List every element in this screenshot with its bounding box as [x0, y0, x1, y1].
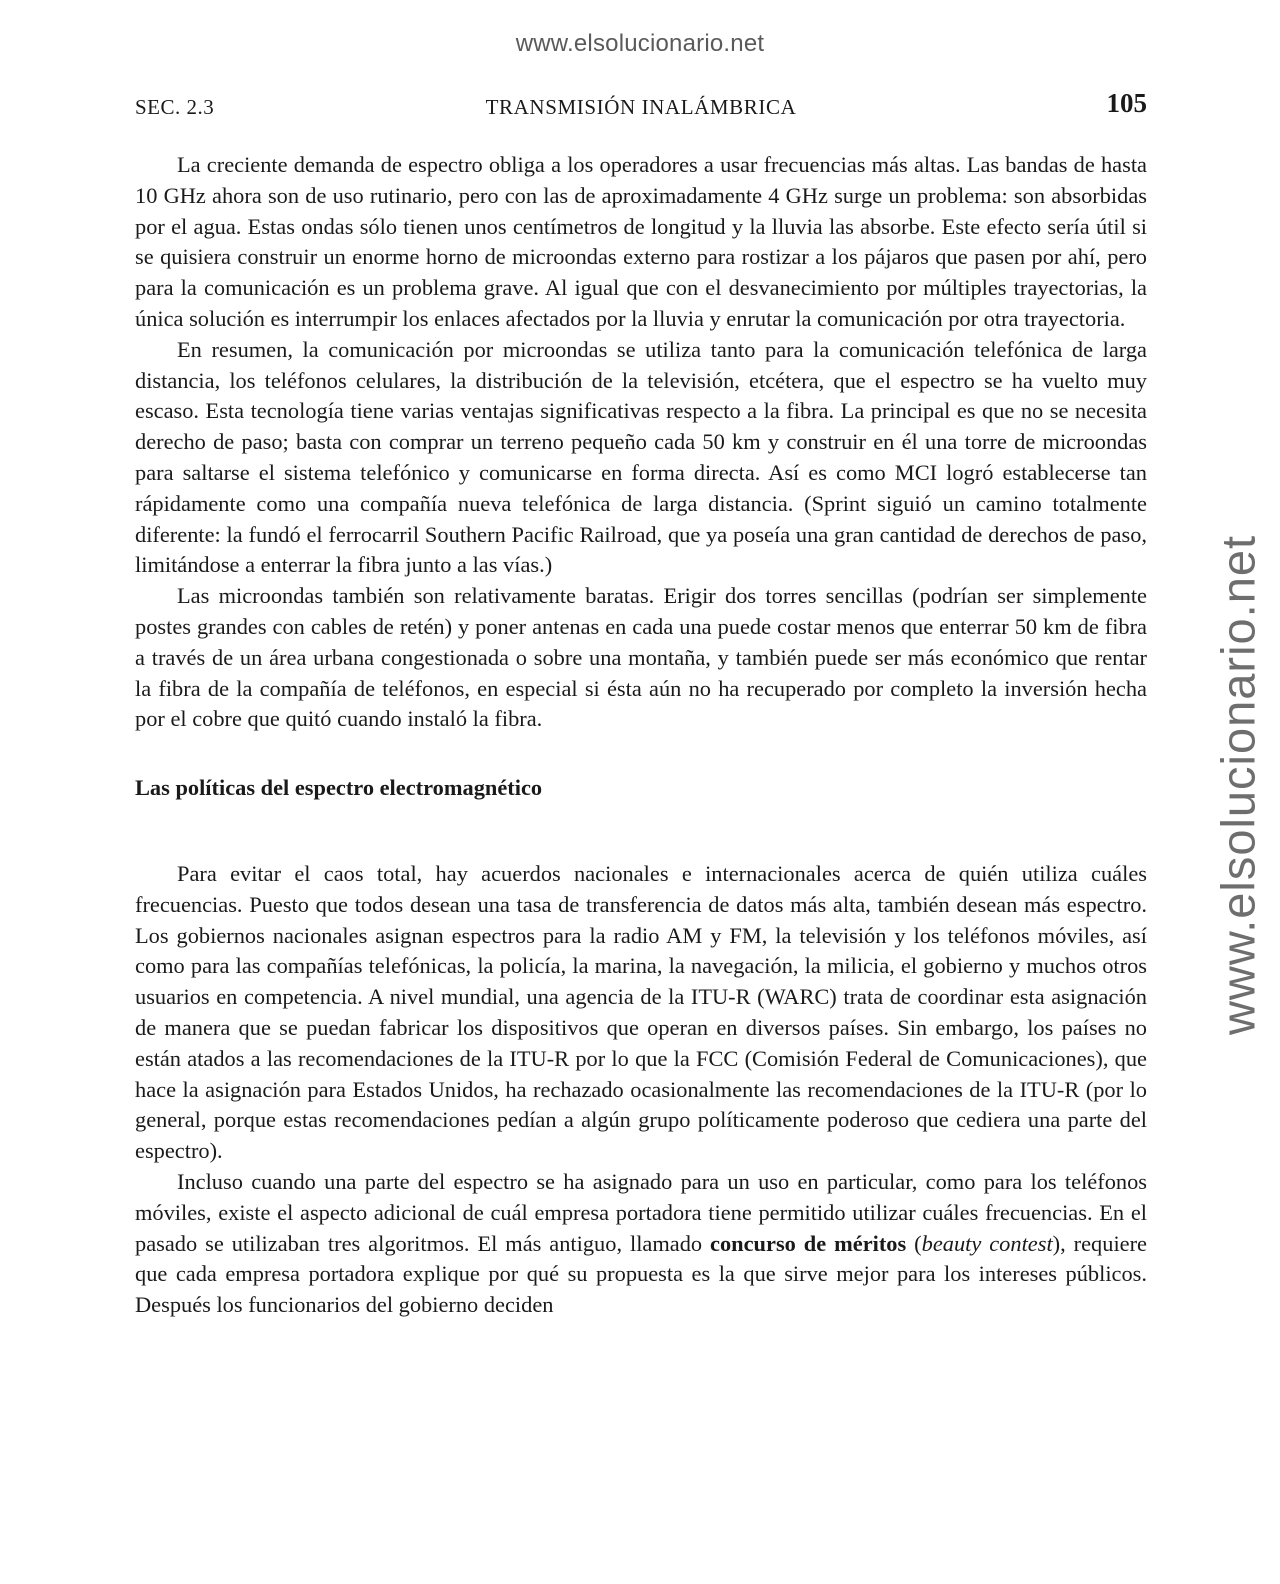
paragraph-microwave-summary: En resumen, la comunicación por microondas se utiliza tanto para la comunicación telefónica de larga distancia, los teléfonos celulares, la distribución de la televisión, etcétera, que el espectro se ha vuelto muy escaso. Esta tecnología tiene varias ventajas significativas respecto a la fibra. La principal es que no se necesita derecho de paso; basta con comprar un terreno pequeño cada 50 km y construir en él una torre de microondas para saltarse el sistema telefónico y comunicarse en forma directa. Así es como MCI logró establecerse tan rápidamente como una compañía nueva telefónica de larga distancia. (Sprint siguió un camino totalmente diferente: la fundó el ferrocarril Southern Pacific Railroad, que ya poseía una gran cantidad de derechos de paso, limitándose a enterrar la fibra junto a las vías.): [135, 336, 1147, 578]
paragraph-microwave-cost: Las microondas también son relativamente baratas. Erigir dos torres sencillas (podrían ser simplemente postes grandes con cables de retén) y poner antenas en cada una puede costar menos que enterrar 50 km de fibra a través de un área urbana congestionada o sobre una montaña, y también puede ser más económico que rentar la fibra de la compañía de teléfonos, en especial si ésta aún no ha recuperado por completo la inversión hecha por el cobre que quitó cuando instaló la fibra.: [135, 583, 1147, 732]
text-run: (: [906, 1230, 922, 1256]
paragraph-rain-absorption: La creciente demanda de espectro obliga a los operadores a usar frecuencias más altas. Las bandas de hasta 10 GHz ahora son de uso rutinario, pero con las de aproximadamente 4 GHz surge un problema: son absorbidas por el agua. Estas ondas sólo tienen unos centímetros de longitud y la lluvia las absorbe. Este efecto sería útil si se quisiera construir un enorme horno de microondas externo para rostizar a los pájaros que pasen por ahí, pero para la comunicación es un problema grave. Al igual que con el desvanecimiento por múltiples trayectorias, la única solución es interrumpir los enlaces afectados por la lluvia y enrutar la comunicación por otra trayectoria.: [135, 152, 1147, 331]
section-number: SEC. 2.3: [135, 95, 215, 119]
running-head: [135, 88, 1147, 124]
watermark-top: www.elsolucionario.net: [515, 30, 765, 57]
chapter-title: TRANSMISIÓN INALÁMBRICA: [485, 95, 797, 119]
paragraph-spectrum-agreements: Para evitar el caos total, hay acuerdos nacionales e internacionales acerca de quién utiliza cuáles frecuencias. Puesto que todos desean una tasa de transferencia de datos más alta, también desean más espectro. Los gobiernos nacionales asignan espectros para la radio AM y FM, la televisión y los teléfonos móviles, así como para las compañías telefónicas, la policía, la marina, la navegación, la milicia, el gobierno y muchos otros usuarios en competencia. A nivel mundial, una agencia de la ITU-R (WARC) trata de coordinar esta asignación de manera que se puedan fabricar los dispositivos que operan en diversos países. Sin embargo, los países no están atados a las recomendaciones de la ITU-R por lo que la FCC (Comisión Federal de Comunicaciones), que hace la asignación para Estados Unidos, ha rechazado ocasionalmente las recomendaciones de la ITU-R (por lo general, porque estas recomendaciones pedían a algún grupo políticamente poderoso que cediera una parte del espectro).: [135, 860, 1147, 1164]
page-body: [135, 150, 1147, 1321]
text-run: Incluso cuando una parte del espectro se ha asignado para un uso en particular, como para los teléfonos móviles, existe el aspecto adicional de cuál empresa portadora tiene permitido utilizar cuáles frecuencias. En el pasado se utilizaban tres algoritmos. El más antiguo, llamado: [135, 1168, 1147, 1256]
text-run: ), requiere que cada empresa portadora explique por qué su propuesta es la que sirve mejor para los intereses públicos. Después los funcionarios del gobierno deciden: [135, 1230, 1147, 1318]
watermark-side: www.elsolucionario.net: [1211, 534, 1265, 1036]
paragraph-spectrum-allocation: [135, 1167, 1147, 1321]
term-beauty-contest-en: beauty contest: [921, 1230, 1053, 1256]
page-number: 105: [1106, 88, 1147, 118]
term-beauty-contest-es: concurso de méritos: [710, 1230, 907, 1256]
section-heading: Las políticas del espectro electromagnético: [135, 775, 543, 801]
